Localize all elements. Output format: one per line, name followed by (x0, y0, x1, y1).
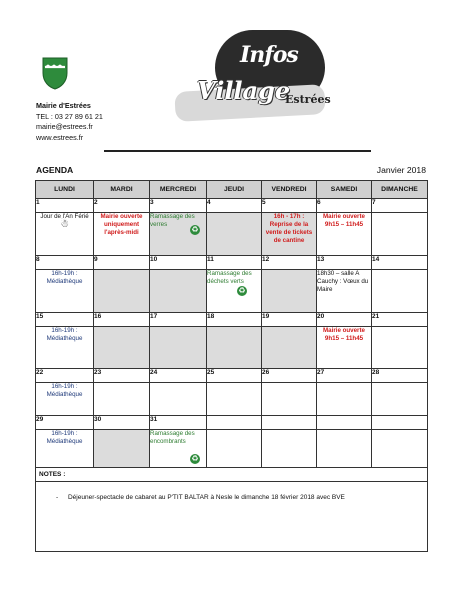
snowman-icon: ☃ (60, 219, 69, 230)
event-cell (207, 213, 262, 256)
logo-town-text: Estrées (285, 93, 331, 106)
notes-dash: - (56, 494, 59, 501)
weekday-header: JEUDI (207, 181, 262, 199)
mairie-website[interactable]: www.estrees.fr (36, 132, 84, 142)
town-crest-icon (42, 57, 68, 90)
event-cell (207, 430, 262, 468)
day-number: 2 (94, 199, 150, 213)
event-cell (150, 327, 207, 369)
mairie-name: Mairie d'Estrées (36, 101, 91, 110)
day-number-row (36, 313, 428, 327)
event-cell (262, 383, 317, 416)
event-text: 16h-19h : Médiathèque (46, 270, 83, 285)
recycle-icon: ♻ (191, 225, 199, 234)
event-cell (372, 213, 428, 256)
day-number: 29 (36, 416, 94, 430)
day-number: 7 (372, 199, 428, 213)
event-cell (207, 383, 262, 416)
day-number: 6 (317, 199, 372, 213)
events-row (36, 213, 428, 256)
weekday-header: LUNDI (36, 181, 94, 199)
weekday-header: SAMEDI (317, 181, 372, 199)
event-cell (317, 383, 372, 416)
day-number: 4 (207, 199, 262, 213)
logo-village-text: Village (197, 76, 291, 105)
event-cell (317, 327, 372, 369)
weekday-header: MERCREDI (150, 181, 207, 199)
event-cell (150, 213, 207, 256)
weekday-header: VENDREDI (262, 181, 317, 199)
event-cell (317, 430, 372, 468)
event-cell (207, 270, 262, 313)
event-cell (372, 327, 428, 369)
event-text: Mairie ouverte 9h15 – 11h45 (323, 213, 365, 228)
day-number: 19 (262, 313, 317, 327)
mairie-email[interactable]: mairie@estrees.fr (36, 122, 93, 131)
recycle-icon: ♻ (238, 286, 246, 295)
recycle-icon: ♻ (191, 454, 199, 463)
day-number: 14 (372, 256, 428, 270)
event-cell (207, 327, 262, 369)
weekday-header: DIMANCHE (372, 181, 428, 199)
event-text: Mairie ouverte 9h15 – 11h45 (323, 327, 365, 342)
event-cell (36, 213, 94, 256)
event-cell (94, 383, 150, 416)
weekday-header-row (36, 181, 428, 199)
event-cell (36, 430, 94, 468)
event-cell (372, 430, 428, 468)
day-number (372, 416, 428, 430)
mairie-tel: TEL : 03 27 89 61 21 (36, 111, 103, 121)
day-number: 23 (94, 369, 150, 383)
event-text: 16h-19h : Médiathèque (46, 430, 83, 445)
day-number: 15 (36, 313, 94, 327)
agenda-month: Janvier 2018 (376, 165, 426, 175)
event-text: Mairie ouverte uniquement l'après-midi (100, 213, 143, 236)
agenda-title: AGENDA (36, 165, 74, 175)
day-number: 31 (150, 416, 207, 430)
day-number-row (36, 256, 428, 270)
infos-village-logo (175, 30, 330, 122)
event-cell (150, 270, 207, 313)
event-text: 18h30 – salle A Cauchy : Vœux du Maire (317, 270, 369, 293)
event-cell (317, 213, 372, 256)
header-divider (104, 150, 371, 152)
day-number: 13 (317, 256, 372, 270)
agenda-calendar (35, 180, 428, 552)
event-cell (36, 327, 94, 369)
event-cell (94, 430, 150, 468)
event-cell (262, 430, 317, 468)
day-number: 10 (150, 256, 207, 270)
event-text: 16h-19h : Médiathèque (46, 383, 83, 398)
day-number (207, 416, 262, 430)
day-number: 5 (262, 199, 317, 213)
event-text: Ramassage des encombrants (150, 430, 195, 445)
event-text: Jour de l'An Férié (40, 213, 89, 220)
day-number: 21 (372, 313, 428, 327)
day-number: 3 (150, 199, 207, 213)
event-cell (372, 270, 428, 313)
notes-row (36, 468, 428, 552)
event-cell (317, 270, 372, 313)
day-number: 8 (36, 256, 94, 270)
event-cell (94, 327, 150, 369)
event-text: Ramassage des déchets verts (207, 270, 252, 285)
day-number: 9 (94, 256, 150, 270)
event-cell (150, 430, 207, 468)
notes-label: NOTES : (36, 468, 427, 482)
day-number: 12 (262, 256, 317, 270)
day-number-row (36, 199, 428, 213)
day-number: 24 (150, 369, 207, 383)
event-cell (372, 383, 428, 416)
event-cell (262, 327, 317, 369)
day-number: 18 (207, 313, 262, 327)
event-cell (94, 270, 150, 313)
events-row (36, 383, 428, 416)
mairie-contact (36, 101, 103, 143)
day-number: 1 (36, 199, 94, 213)
day-number (317, 416, 372, 430)
day-number-row (36, 416, 428, 430)
notes-body (36, 482, 427, 551)
event-cell (262, 213, 317, 256)
event-cell (94, 213, 150, 256)
day-number: 25 (207, 369, 262, 383)
events-row (36, 430, 428, 468)
day-number (262, 416, 317, 430)
weekday-header: MARDI (94, 181, 150, 199)
notes-item: Déjeuner-spectacle de cabaret au P'TIT BALTAR à Nesle le dimanche 18 février 2018 avec BVE (67, 494, 345, 501)
notes-cell (36, 468, 428, 552)
logo-infos-text: Infos (240, 42, 298, 68)
day-number: 17 (150, 313, 207, 327)
event-cell (150, 383, 207, 416)
day-number-row (36, 369, 428, 383)
day-number: 28 (372, 369, 428, 383)
day-number: 11 (207, 256, 262, 270)
day-number: 26 (262, 369, 317, 383)
event-cell (262, 270, 317, 313)
day-number: 20 (317, 313, 372, 327)
event-text: 16h - 17h : Reprise de la vente de tickets de cantine (265, 213, 313, 244)
event-cell (36, 270, 94, 313)
events-row (36, 270, 428, 313)
event-text: Ramassage des verres (150, 213, 195, 228)
day-number: 22 (36, 369, 94, 383)
events-row (36, 327, 428, 369)
event-text: 16h-19h : Médiathèque (46, 327, 83, 342)
event-cell (36, 383, 94, 416)
day-number: 27 (317, 369, 372, 383)
day-number: 30 (94, 416, 150, 430)
day-number: 16 (94, 313, 150, 327)
